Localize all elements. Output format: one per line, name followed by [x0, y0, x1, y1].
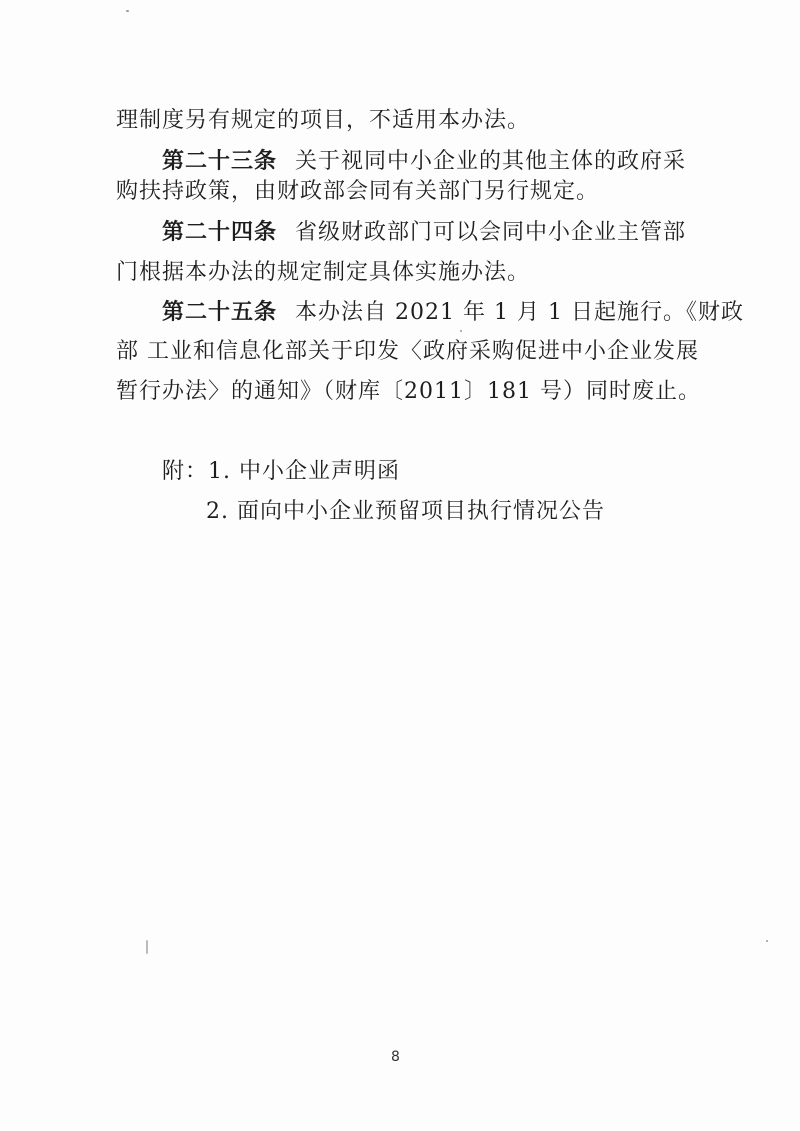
scan-speck: [146, 940, 148, 954]
line-text: 暂行办法〉的通知》（财库〔2011〕181 号）同时废止。: [116, 379, 701, 404]
article-label: 第二十三条: [162, 149, 278, 174]
scan-speck: [766, 940, 768, 942]
line-text: 省级财政部门可以会同中小企业主管部: [295, 220, 687, 245]
paragraph-line: [116, 258, 530, 288]
attachment-item: 2. 面向中小企业预留项目执行情况公告: [206, 499, 605, 524]
article-24-line: [162, 218, 686, 248]
paragraph-line: [116, 177, 599, 207]
article-25-line: [162, 298, 744, 328]
article-label: 第二十四条: [162, 220, 278, 245]
line-text: 部 工业和信息化部关于印发〈政府采购促进中小企业发展: [116, 339, 699, 364]
attachments-line: [162, 457, 400, 487]
line-text: 购扶持政策，由财政部会同有关部门另行规定。: [116, 179, 600, 204]
attachments-prefix: 附：: [162, 459, 209, 484]
attachment-item: 1. 中小企业声明函: [208, 459, 400, 484]
paragraph-line: [116, 106, 530, 136]
attachments-line: [206, 497, 605, 527]
line-text: 本办法自 2021 年 1 月 1 日起施行。《财政: [295, 300, 744, 325]
article-23-line: [162, 147, 686, 177]
page-number: 8: [391, 1049, 400, 1065]
line-text: 关于视同中小企业的其他主体的政府采: [295, 149, 687, 174]
scan-speck: [460, 330, 462, 332]
paragraph-line: [116, 337, 699, 367]
line-text: 理制度另有规定的项目，不适用本办法。: [116, 108, 531, 133]
article-label: 第二十五条: [162, 300, 278, 325]
line-text: 门根据本办法的规定制定具体实施办法。: [116, 260, 531, 285]
paragraph-line: [116, 377, 701, 407]
scan-speck: [126, 10, 129, 12]
